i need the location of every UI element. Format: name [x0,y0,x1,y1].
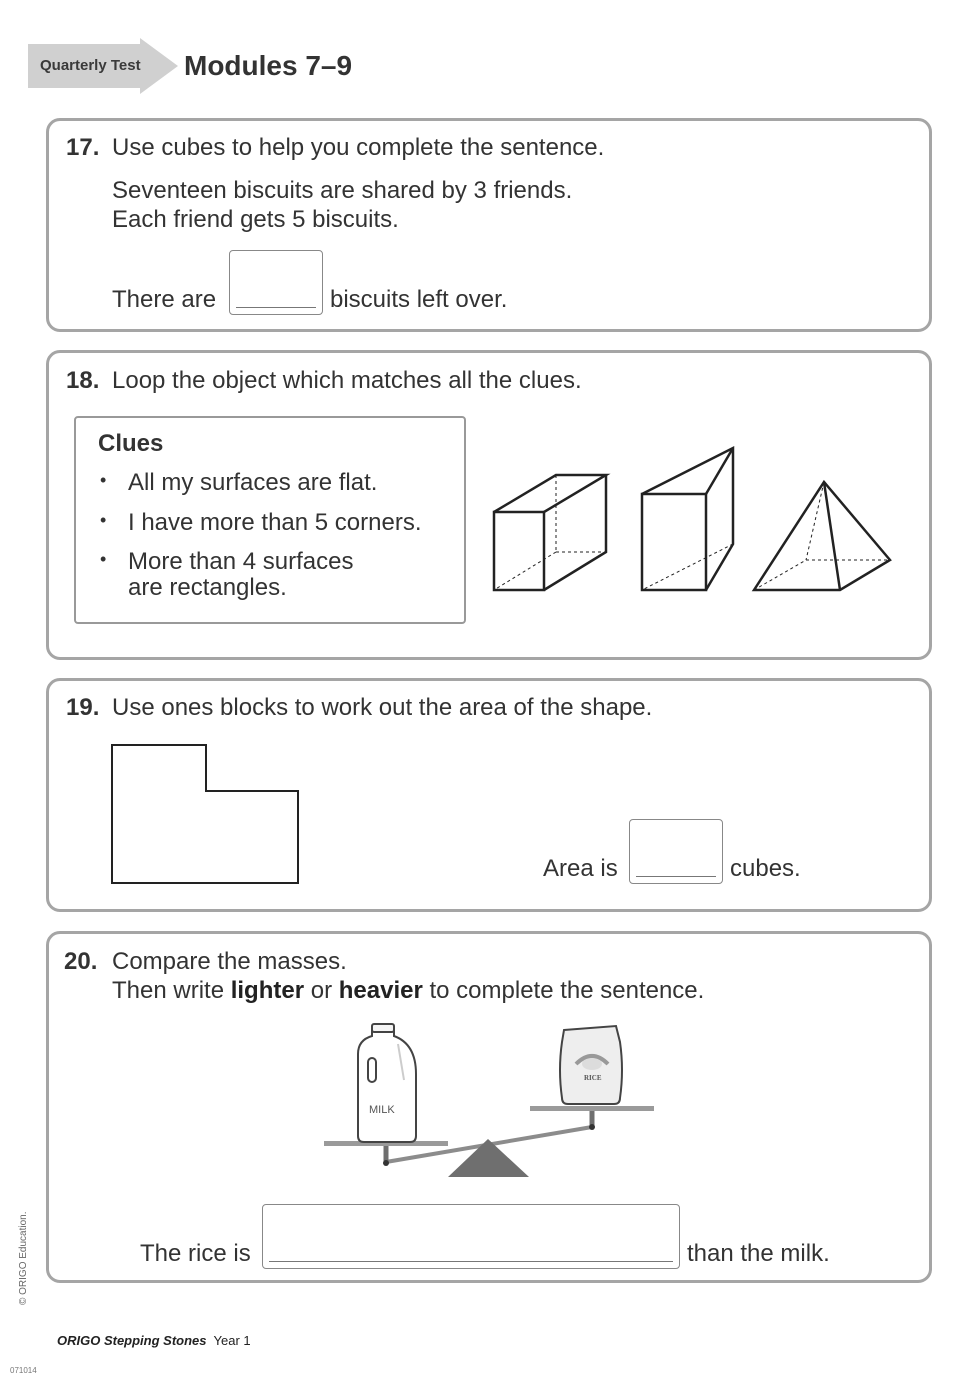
clue-item-3: More than 4 surfaces [128,548,354,575]
question-17-number: 17. [66,134,100,161]
bullet-icon: • [100,470,107,490]
rice-label: RICE [584,1074,602,1082]
word-heavier: heavier [338,977,423,1004]
question-17-line-2: Each friend gets 5 biscuits. [112,206,399,233]
clue-item-1: All my surfaces are flat. [128,469,378,496]
question-17-instruction: Use cubes to help you complete the sentence. [112,134,605,161]
milk-label: MILK [369,1104,395,1116]
instruction-text: Then write [112,977,225,1004]
rice-bag-icon [560,1026,622,1104]
question-20-instruction-1: Compare the masses. [112,948,347,975]
cube-icon[interactable] [494,475,606,590]
brand-name: ORIGO Stepping Stones [57,1333,207,1348]
bullet-icon: • [100,549,107,569]
rectangular-prism-icon[interactable] [642,448,733,590]
l-shape-figure [110,743,302,887]
answer-line [269,1261,673,1262]
quarterly-test-label: Quarterly Test [40,57,141,74]
clue-item-2: I have more than 5 corners. [128,509,422,536]
milk-bottle-icon [358,1024,416,1142]
copyright-notice: © ORIGO Education. [18,1211,29,1305]
right-pan [530,1106,654,1111]
square-pyramid-icon[interactable] [754,482,890,590]
bullet-icon: • [100,510,107,530]
shapes-group [480,440,910,610]
clues-title: Clues [98,430,164,457]
question-17-line-1: Seventeen biscuits are shared by 3 friends. [112,177,573,204]
year-level: Year 1 [213,1333,251,1348]
page-title: Modules 7–9 [184,50,353,81]
question-20-sentence-after: than the milk. [687,1240,830,1267]
question-18-number: 18. [66,367,100,394]
question-20-answer-box[interactable] [262,1204,680,1269]
question-19-instruction: Use ones blocks to work out the area of the shape. [112,694,653,721]
question-19-answer-box[interactable] [629,819,723,884]
question-19-sentence-after: cubes. [730,855,801,882]
answer-line [636,876,716,877]
clue-item-3-continued: are rectangles. [128,574,287,601]
question-17-sentence-after: biscuits left over. [330,286,508,313]
question-19-number: 19. [66,694,100,721]
question-20-number: 20. [64,948,98,975]
product-code: 071014 [10,1366,37,1375]
instruction-text: or [310,977,333,1004]
footer-brand [57,1333,251,1348]
word-lighter: lighter [230,977,305,1004]
scale-fulcrum [448,1139,529,1177]
balance-scale-illustration [320,1020,660,1185]
question-17-answer-box[interactable] [229,250,323,315]
question-20-instruction-2 [112,977,704,1005]
question-19-sentence-before: Area is [543,855,618,882]
question-20-sentence-before: The rice is [140,1240,251,1267]
question-17-sentence-before: There are [112,286,217,313]
answer-line [236,307,316,308]
instruction-text: to complete the sentence. [429,977,705,1004]
question-18-instruction: Loop the object which matches all the clues. [112,367,582,394]
